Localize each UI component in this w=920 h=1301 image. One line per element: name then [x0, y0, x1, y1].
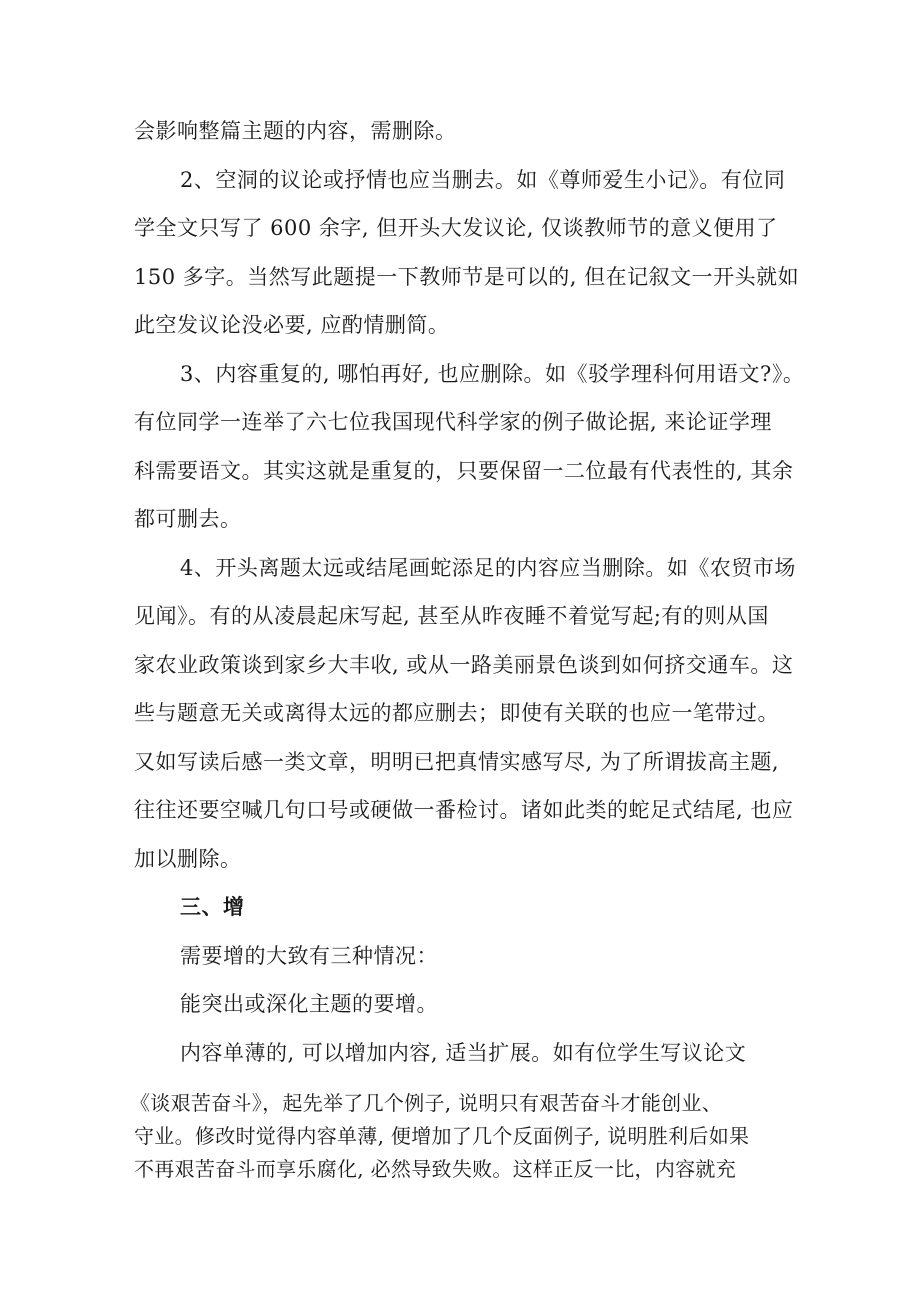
text-line: 家农业政策谈到家乡大丰收, 或从一路美丽景色谈到如何挤交通车。这 — [134, 653, 794, 677]
text-line: 些与题意无关或离得太远的都应删去；即使有关联的也应一笔带过。 — [134, 701, 779, 725]
text-line: 150 多字。当然写此题提一下教师节是可以的, 但在记叙文一开头就如 — [134, 265, 800, 289]
text-line: 科需要语文。其实这就是重复的，只要保留一二位最有代表性的, 其余 — [134, 459, 794, 483]
text-line: 往往还要空喊几句口号或硬做一番检讨。诸如此类的蛇足式结尾, 也应 — [134, 798, 794, 822]
text-line: 《谈艰苦奋斗》，起先举了几个例子, 说明只有艰苦奋斗才能创业、 — [130, 1091, 723, 1115]
text-line: 见闻》。有的从凌晨起床写起, 甚至从昨夜睡不着觉写起;有的则从国 — [134, 604, 769, 628]
text-line: 3、内容重复的, 哪怕再好, 也应删除。如《驳学理科何用语文?》。 — [180, 362, 805, 386]
text-line: 能突出或深化主题的要增。 — [180, 992, 438, 1016]
text-line: 4、开头离题太远或结尾画蛇添足的内容应当删除。如《农贸市场 — [180, 556, 796, 580]
text-line: 有位同学一连举了六七位我国现代科学家的例子做论据, 来论证学理 — [134, 410, 772, 434]
text-line: 都可删去。 — [134, 507, 242, 531]
text-line: 守业。修改时觉得内容单薄, 便增加了几个反面例子, 说明胜利后如果 — [134, 1124, 750, 1148]
text-line: 需要增的大致有三种情况： — [180, 944, 438, 968]
text-line: 内容单薄的, 可以增加内容, 适当扩展。如有位学生写议论文 — [180, 1041, 747, 1065]
text-line: 2、空洞的议论或抒情也应当删去。如《尊师爱生小记》。有位同 — [180, 168, 786, 192]
text-line: 学全文只写了 600 余字, 但开头大发议论, 仅谈教师节的意义便用了 — [134, 216, 778, 240]
text-line: 此空发议论没必要, 应酌情删简。 — [134, 313, 450, 337]
text-line: 会影响整篇主题的内容，需删除。 — [134, 119, 457, 143]
text-line: 又如写读后感一类文章，明明已把真情实感写尽, 为了所谓拔高主题, — [134, 750, 780, 774]
text-line: 加以删除。 — [134, 847, 242, 871]
text-line: 不再艰苦奋斗而享乐腐化, 必然导致失败。这样正反一比，内容就充 — [134, 1157, 737, 1181]
section-heading: 三、增 — [180, 894, 245, 919]
